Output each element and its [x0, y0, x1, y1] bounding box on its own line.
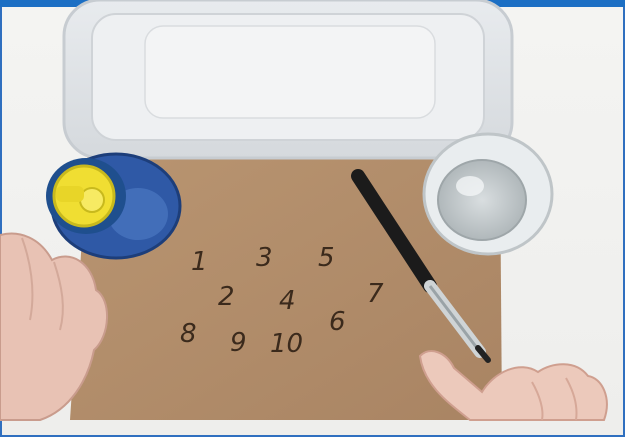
number-8: 8: [180, 319, 197, 349]
number-9: 9: [230, 328, 247, 358]
number-5: 5: [318, 243, 335, 273]
number-6: 6: [329, 307, 346, 337]
number-7: 7: [367, 279, 384, 309]
number-3: 3: [256, 243, 273, 273]
number-4: 4: [279, 286, 296, 316]
number-1: 1: [191, 247, 208, 277]
glue-bottle: [46, 154, 180, 258]
number-2: 2: [218, 282, 235, 312]
number-10: 10: [270, 329, 304, 359]
water-glass: [424, 134, 552, 254]
glass-dish: [64, 0, 512, 158]
